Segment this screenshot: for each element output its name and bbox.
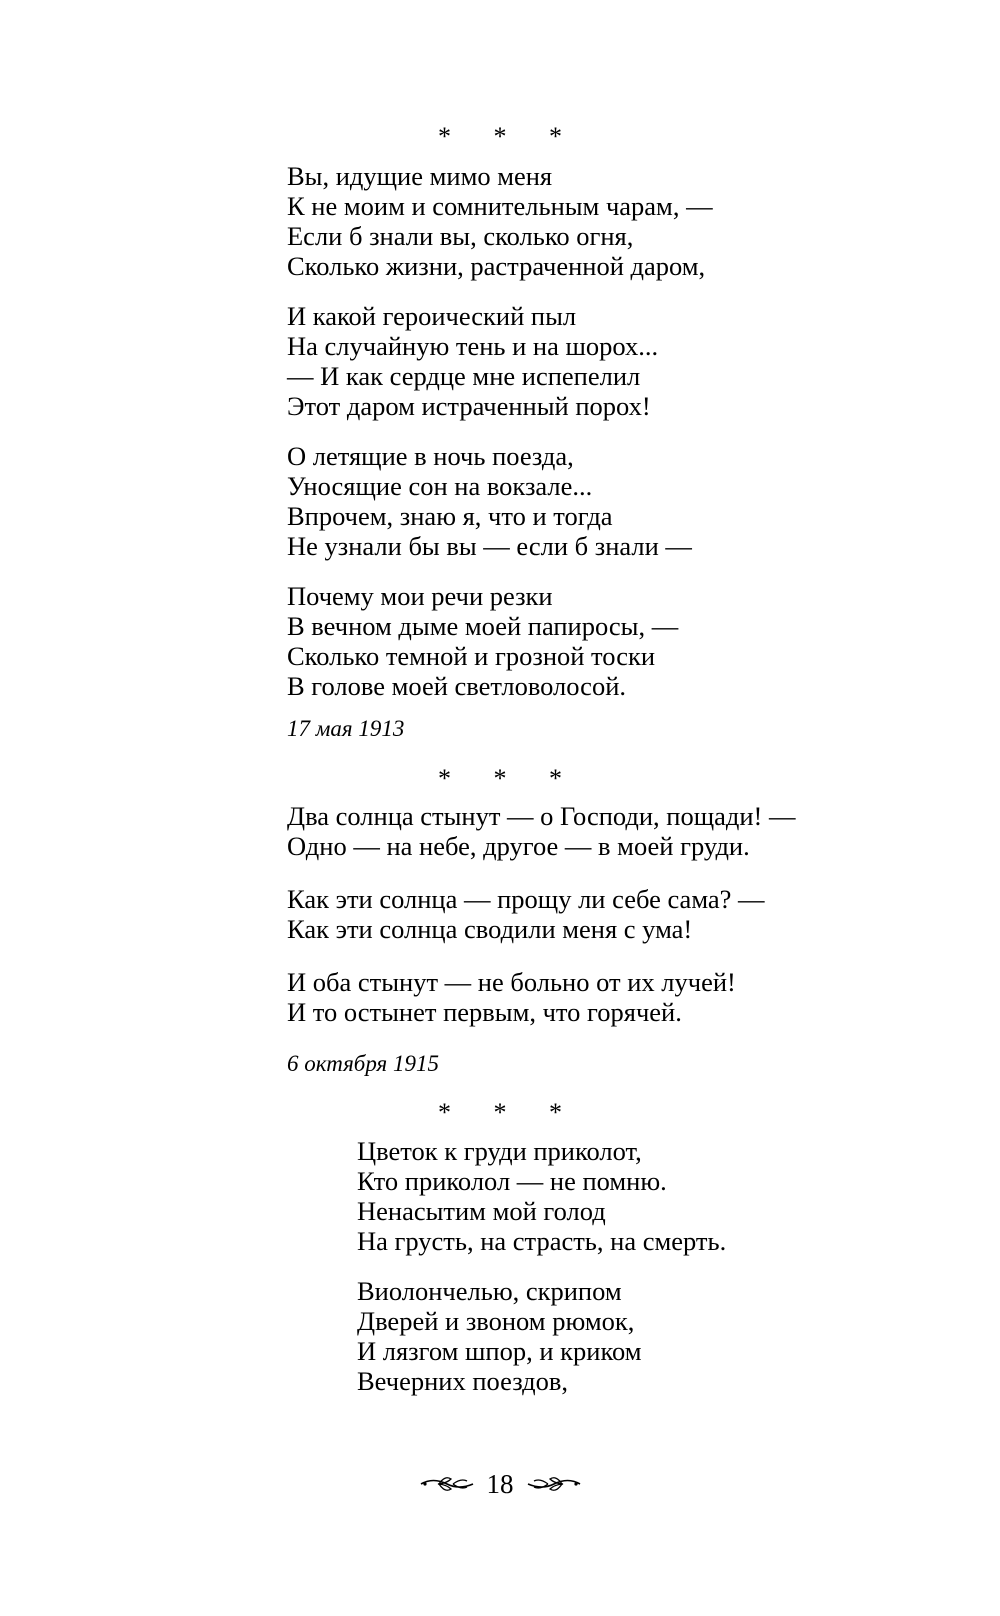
- verse-line: Этот даром истраченный порох!: [287, 391, 651, 421]
- stanza: [287, 967, 736, 1027]
- verse-line: И какой героический пыл: [287, 301, 577, 331]
- verse-line: Кто приколол — не помню.: [357, 1166, 667, 1196]
- verse-line: Если б знали вы, сколько огня,: [287, 221, 634, 251]
- floral-ornament-right-icon: [526, 1473, 582, 1495]
- verse-line: В вечном дыме моей папиросы, —: [287, 611, 679, 641]
- verse-line: Сколько жизни, растраченной даром,: [287, 251, 706, 281]
- verse-line: Почему мои речи резки: [287, 581, 553, 611]
- verse-line: Одно — на небе, другое — в моей груди.: [287, 831, 750, 861]
- stanza: [287, 801, 796, 861]
- stanza: [287, 161, 713, 281]
- poem-separator: * * *: [438, 764, 580, 793]
- verse-line: К не моим и сомнительным чарам, —: [287, 191, 713, 221]
- stanza: [287, 301, 658, 421]
- page-number: 18: [486, 1469, 514, 1499]
- verse-line: Не узнали бы вы — если б знали —: [287, 531, 692, 561]
- stanza: [357, 1276, 642, 1396]
- verse-line: Ненасытим мой голод: [357, 1196, 606, 1226]
- verse-line: Сколько темной и грозной тоски: [287, 641, 656, 671]
- verse-line: Впрочем, знаю я, что и тогда: [287, 501, 613, 531]
- verse-line: И оба стынут — не больно от их лучей!: [287, 967, 736, 997]
- verse-line: Уносящие сон на вокзале...: [287, 471, 593, 501]
- verse-line: В голове моей светловолосой.: [287, 671, 627, 701]
- poem-date: 6 октября 1915: [287, 1051, 439, 1076]
- verse-line: И лязгом шпор, и криком: [357, 1336, 642, 1366]
- verse-line: На грусть, на страсть, на смерть.: [357, 1226, 727, 1256]
- poem-date: 17 мая 1913: [287, 716, 405, 741]
- verse-line: — И как сердце мне испепелил: [287, 361, 641, 391]
- verse-line: Вечерних поездов,: [357, 1366, 569, 1396]
- stanza: [287, 581, 678, 701]
- verse-line: О летящие в ночь поезда,: [287, 441, 574, 471]
- verse-line: Цветок к груди приколот,: [357, 1136, 642, 1166]
- verse-line: И то остынет первым, что горячей.: [287, 997, 682, 1027]
- page-footer: [0, 1464, 1000, 1504]
- stanza: [287, 884, 765, 944]
- verse-line: Два солнца стынут — о Господи, пощади! —: [287, 801, 796, 831]
- verse-line: На случайную тень и на шорох...: [287, 331, 659, 361]
- poem-separator: * * *: [438, 122, 580, 151]
- verse-line: Вы, идущие мимо меня: [287, 161, 553, 191]
- verse-line: Как эти солнца — прощу ли себе сама? —: [287, 884, 765, 914]
- stanza: [357, 1136, 726, 1256]
- verse-line: Виолончелью, скрипом: [357, 1276, 622, 1306]
- verse-line: Дверей и звоном рюмок,: [357, 1306, 635, 1336]
- stanza: [287, 441, 692, 561]
- poem-separator: * * *: [438, 1098, 580, 1127]
- verse-line: Как эти солнца сводили меня с ума!: [287, 914, 693, 944]
- floral-ornament-left-icon: [419, 1473, 475, 1495]
